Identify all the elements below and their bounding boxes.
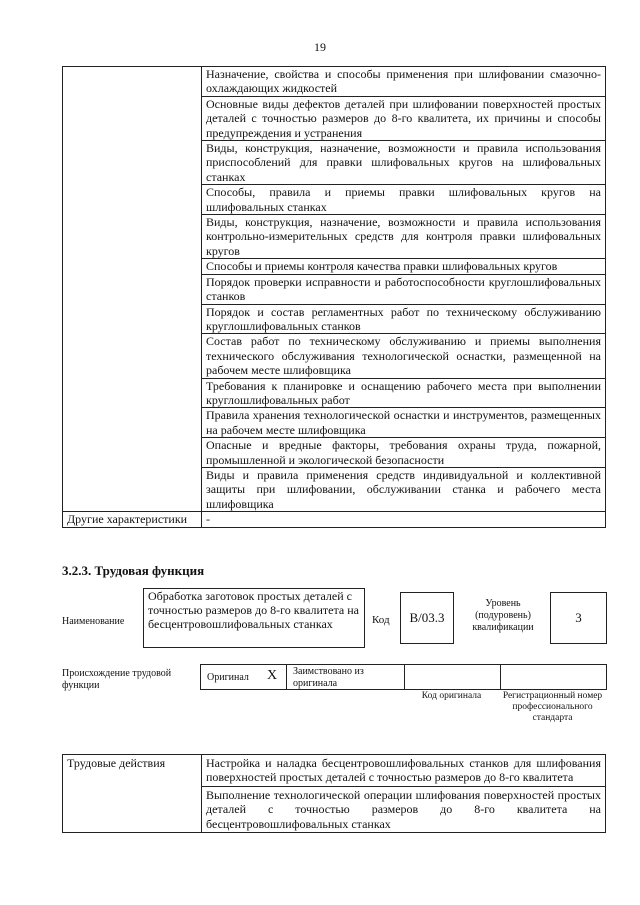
knowledge-label-cell — [63, 67, 202, 512]
knowledge-item: Способы и приемы контроля качества правки шлифовальных кругов — [202, 259, 606, 274]
knowledge-item: Виды, конструкция, назначение, возможности и правила использования контрольно-измерительных средств для контроля правки шлифовальных кругов — [202, 215, 606, 259]
level-label: Уровень (подуровень) квалификации — [472, 598, 534, 633]
knowledge-item: Порядок проверки исправности и работоспособности круглошлифовальных станков — [202, 274, 606, 304]
original-mark: X — [267, 668, 278, 683]
labor-action-item: Выполнение технологической операции шлифования поверхностей простых деталей с точностью размеров до 8-го квалитета на бесцентровошлифовальных станках — [202, 786, 606, 832]
knowledge-item: Виды и правила применения средств индивидуальной и коллективной защиты при шлифовании, обслуживании станка и рабочего места шлифовщика — [202, 467, 606, 511]
code-value-box: B/03.3 — [400, 592, 454, 644]
original-code-cell — [404, 664, 501, 690]
original-label: Оригинал — [207, 672, 249, 683]
knowledge-table — [62, 66, 606, 528]
borrowed-label: Заимствовано из оригинала — [293, 666, 364, 689]
section-title: 3.2.3. Трудовая функция — [62, 563, 205, 578]
knowledge-item: Состав работ по техническому обслуживанию и приемы выполнения технического обслуживания технологической оснастки, размещенной на рабочем месте шлифовщика — [202, 334, 606, 378]
code-caption: Код оригинала — [421, 691, 482, 701]
knowledge-item: Опасные и вредные факторы, требования охраны труда, пожарной, промышленной и экологической безопасности — [202, 438, 606, 468]
table-row — [63, 512, 606, 527]
original-cell — [200, 664, 287, 690]
other-characteristics-value: - — [202, 512, 606, 527]
knowledge-item: Виды, конструкция, назначение, возможности и правила использования приспособлений для правки шлифовальных кругов на шлифовальных станках — [202, 141, 606, 185]
other-characteristics-label: Другие характеристики — [63, 512, 202, 527]
borrowed-cell — [286, 664, 405, 690]
registration-caption: Регистрационный номер профессионального стандарта — [502, 691, 603, 723]
origin-label: Происхождение трудовой функции — [62, 668, 172, 691]
labor-actions-table — [62, 754, 606, 833]
knowledge-item: Требования к планировке и оснащению рабочего места при выполнении круглошлифовальных работ — [202, 378, 606, 408]
table-row — [63, 755, 606, 787]
table-row — [63, 67, 606, 97]
knowledge-item: Способы, правила и приемы правки шлифовальных кругов на шлифовальных станках — [202, 185, 606, 215]
level-value-box: 3 — [550, 592, 607, 644]
labor-action-item: Настройка и наладка бесцентровошлифовальных станков для шлифования поверхностей простых деталей с точностью размеров до 8-го квалитета — [202, 755, 606, 787]
knowledge-item: Основные виды дефектов деталей при шлифовании поверхностей простых деталей с точностью размеров до 8-го квалитета, их причины и способы предупреждения и устранения — [202, 96, 606, 140]
code-label: Код — [372, 614, 390, 626]
page-number: 19 — [314, 40, 326, 54]
knowledge-item: Правила хранения технологической оснастки и инструментов, размещенных на рабочем месте шлифовщика — [202, 408, 606, 438]
knowledge-item: Назначение, свойства и способы применения при шлифовании смазочно-охлаждающих жидкостей — [202, 67, 606, 97]
name-label: Наименование — [62, 616, 125, 627]
labor-actions-label: Трудовые действия — [63, 755, 202, 833]
function-name-box: Обработка заготовок простых деталей с точностью размеров до 8-го квалитета на бесцентровошлифовальных станках — [143, 588, 365, 648]
knowledge-item: Порядок и состав регламентных работ по техническому обслуживанию круглошлифовальных станков — [202, 304, 606, 334]
registration-number-cell — [500, 664, 607, 690]
